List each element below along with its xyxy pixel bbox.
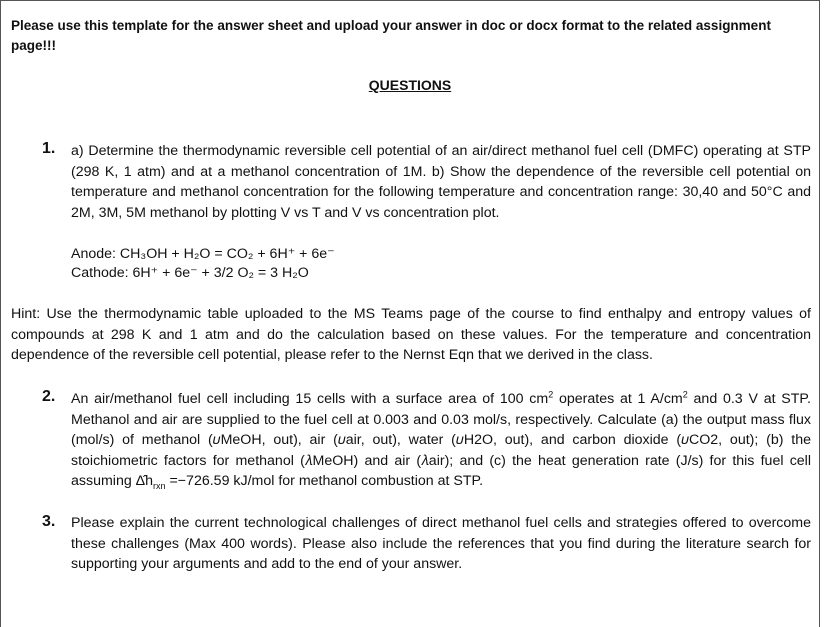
- q2-sup-1: 2: [548, 389, 554, 400]
- q2-text-part3: and 0.3 V at STP. Methanol and air are supplied to the fuel cell at 0.003 and 0.03 mol/s, respectively. Calculate (a) the output mass flux (mol/s) of methanol (𝜐MeOH, out), air (𝜐air, out), water (𝜐H2O, out), and carbon dioxide (𝜐CO2, out); (b) the stoichiometric factors for methanol (𝜆MeOH) and air (𝜆air); and (c) the heat generation rate (J/s) for this fuel cell assuming Δ̂h: [71, 391, 811, 490]
- instruction-text: Please use this template for the answer sheet and upload your answer in doc or docx format to the related assignment page!!!: [11, 18, 771, 53]
- q2-text-part2: operates at 1 A/cm: [553, 391, 683, 407]
- q2-text-part4: =−726.59 kJ/mol for methanol combustion at STP.: [165, 473, 484, 490]
- hint-text: Hint: Use the thermodynamic table uploaded to the MS Teams page of the course to find enthalpy and entropy values of compounds at 298 K and 1 atm and do the calculation based on these values. For the temperature and concentration dependence of the reversible cell potential, please refer to the Nernst Eqn that we derived in the class.: [11, 306, 811, 364]
- q1-number: 1.: [42, 140, 56, 157]
- anode-reaction: CH₃OH + H₂O = CO₂ + 6H⁺ + 6e⁻: [119, 246, 335, 262]
- q2-sub-rxn: rxn: [153, 481, 166, 492]
- cathode-equation: [71, 263, 309, 284]
- q2-number: 2.: [42, 388, 56, 405]
- q2-text-part1: An air/methanol fuel cell including 15 cells with a surface area of 100 cm: [71, 391, 549, 407]
- q1-text: a) Determine the thermodynamic reversible cell potential of an air/direct methanol fuel cell (DMFC) operating at STP (298 K, 1 atm) and at a methanol concentration of 1M. b) Show the dependence of the reversible cell potential on temperature and methanol concentration for the following temperature and concentration range: 30,40 and 50°C and 2M, 3M, 5M methanol by plotting V vs T and V vs concentration plot.: [71, 143, 811, 221]
- anode-equation: [71, 244, 335, 265]
- q2-sup-2: 2: [682, 389, 688, 400]
- anode-label: Anode:: [71, 246, 116, 262]
- q3-text: Please explain the current technological challenges of direct methanol fuel cells and strategies offered to overcome these challenges (Max 400 words). Please also include the references that you find during the literature search for supporting your arguments and add to the end of your answer.: [71, 515, 811, 573]
- cathode-reaction: 6H⁺ + 6e⁻ + 3/2 O₂ = 3 H₂O: [132, 265, 309, 281]
- questions-title: QUESTIONS: [368, 77, 452, 93]
- cathode-label: Cathode:: [71, 265, 129, 281]
- q2-text: [71, 389, 811, 492]
- q3-number: 3.: [42, 513, 56, 530]
